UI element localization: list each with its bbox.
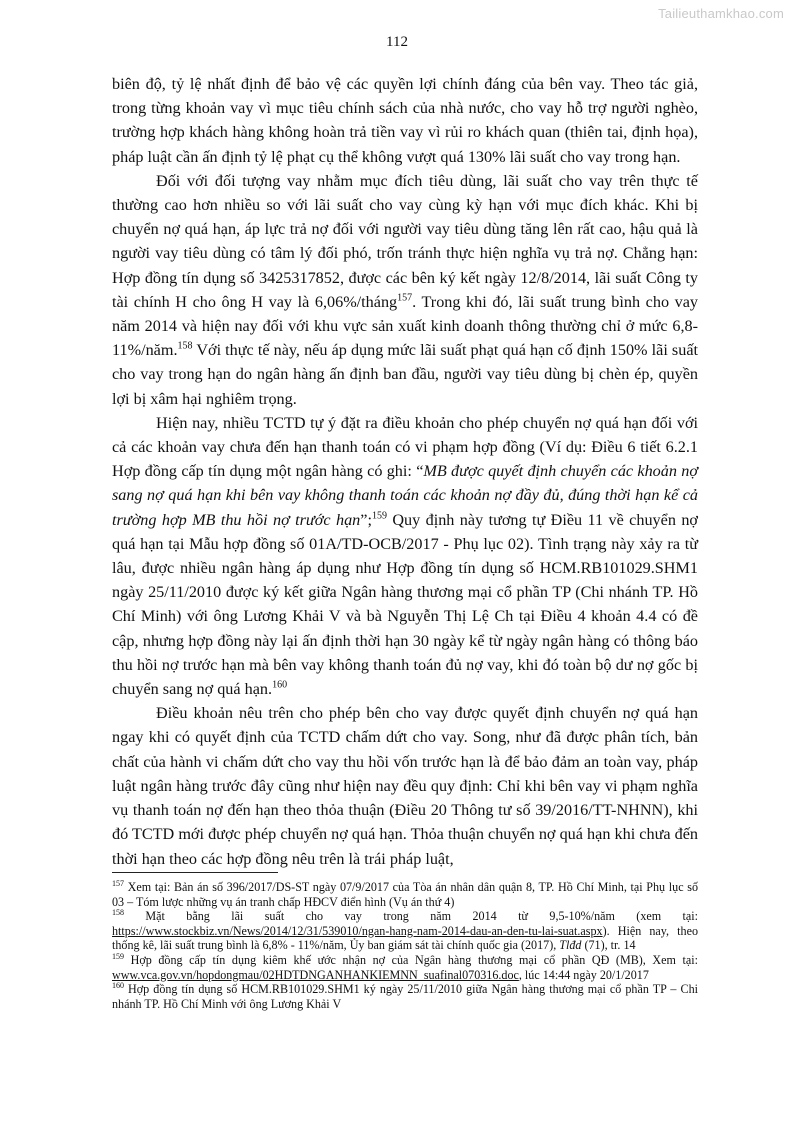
footnote-rule — [112, 872, 278, 873]
footnote — [112, 982, 698, 1011]
text-run: Hợp đồng cấp tín dụng kiêm khế ước nhận nợ của Ngân hàng thương mại cổ phần QĐ (MB), Xem tại: — [124, 952, 698, 967]
text-run: biên độ, tỷ lệ nhất định để bảo vệ các quyền lợi chính đáng của bên vay. Theo tác giả, trong từng khoản vay vì mục tiêu chính sách của nhà nước, cho vay hỗ trợ người nghèo, trường hợp khách hàng không hoàn trả tiền vay vì rủi ro khách quan (thiên tai, định họa), pháp luật cần ấn định tỷ lệ phạt cụ thể không vượt quá 130% lãi suất cho vay trong hạn. — [112, 75, 698, 166]
footnote — [112, 909, 698, 953]
url-text: www.vca.gov.vn/hopdongmau/02HDTDNGANHANKIEMNN_suafinal070316.doc — [112, 967, 519, 982]
text-run: (71), tr. 14 — [581, 938, 636, 953]
page-number: 112 — [386, 34, 408, 50]
text-run: Điều khoản nêu trên cho phép bên cho vay được quyết định chuyển nợ quá hạn ngay khi có quyết định của TCTD chấm dứt cho vay. Song, như đã được phân tích, bản chất của hành vi chấm dứt cho vay thu hồi vốn trước hạn là để bảo đảm an toàn vay, pháp luật ngân hàng trước đây cũng như hiện nay đều quy định: Chỉ khi bên vay vi phạm nghĩa vụ thanh toán nợ đến hạn theo thỏa thuận (Điều 20 Thông tư số 39/2016/TT-NHNN), khi đó TCTD mới được phép chuyển nợ quá hạn. Thỏa thuận chuyển nợ quá hạn khi chưa đến thời hạn theo các hợp đồng nêu trên là trái pháp luật, — [112, 704, 698, 868]
footnote-ref: 158 — [112, 908, 124, 918]
text-run: Với thực tế này, nếu áp dụng mức lãi suất phạt quá hạn cố định 150% lãi suất cho vay trong hạn do ngân hàng ấn định ban đầu, người vay tiêu dùng bị chèn ép, quyền lợi bị xâm hại nghiêm trọng. — [112, 341, 698, 408]
text-run: ). Hiện nay, theo thống kê, lãi suất trung bình là 6,8% - 11%/năm, Ủy ban giám sát tài chính quốc gia (2017), — [112, 923, 698, 953]
body-text — [112, 72, 698, 871]
url-text: https://www.stockbiz.vn/News/2014/12/31/539010/ngan-hang-nam-2014-dau-an-den-tu-lai-suat.aspx — [112, 923, 603, 938]
paragraph — [112, 701, 698, 870]
italic-text: Tlđd — [559, 938, 582, 953]
footnote — [112, 880, 698, 909]
footnote-ref: 157 — [112, 878, 124, 888]
text-run: Xem tại: Bản án số 396/2017/DS-ST ngày 07/9/2017 của Tòa án nhân dân quận 8, TP. Hồ Chí Minh, tại Phụ lục số 03 – Tóm lược những vụ án tranh chấp HĐCV điển hình (Vụ án thứ 4) — [112, 880, 698, 909]
text-run: Mặt bằng lãi suất cho vay trong năm 2014 từ 9,5-10%/năm (xem tại: — [124, 909, 698, 924]
text-run: , lúc 14:44 ngày 20/1/2017 — [518, 967, 649, 982]
footnote — [112, 953, 698, 982]
text-run: Hiện nay, nhiều TCTD tự ý đặt ra điều khoản cho phép chuyển nợ quá hạn đối với cả các khoản vay chưa đến hạn thanh toán có vi phạm hợp đồng (Ví dụ: Điều 6 tiết 6.2.1 Hợp đồng cấp tín dụng một ngân hàng có ghi: “ — [112, 413, 698, 481]
footnote-ref: 159 — [371, 510, 387, 522]
footnote-ref: 158 — [177, 340, 193, 352]
footnotes — [112, 880, 698, 1011]
text-run: Hợp đồng tín dụng số HCM.RB101029.SHM1 ký ngày 25/11/2010 giữa Ngân hàng thương mại cổ phần TP – Chi nhánh TP. Hồ Chí Minh với ông Lương Khải V — [112, 982, 698, 1011]
paragraph — [112, 169, 698, 411]
italic-text: MB được quyết định chuyển các khoản nợ sang nợ quá hạn khi bên vay không thanh toán các khoản nợ đầy đủ, đúng thời hạn kể cả trường hợp MB thu hồi nợ trước hạn — [112, 462, 698, 529]
text-run: . Trong khi đó, lãi suất trung bình cho vay năm 2014 và hiện nay đối với khu vực sản xuất kinh doanh thông thường chỉ ở mức 6,8-11%/năm. — [112, 292, 698, 360]
text-run: Quy định này tương tự Điều 11 về chuyển nợ quá hạn tại Mẫu hợp đồng số 01A/TD-OCB/2017 - Phụ lục 02). Tình trạng này xảy ra từ lâu, được nhiều ngân hàng áp dụng như Hợp đồng tín dụng số HCM.RB101029.SHM1 ngày 25/11/2010 được ký kết giữa Ngân hàng thương mại cổ phần TP (Chi nhánh TP. Hồ Chí Minh) với ông Lương Khải V và bà Nguyễn Thị Lệ Ch tại Điều 4 khoản 4.4 có đề cập, nhưng hợp đồng này lại ấn định thời hạn 30 ngày kể từ ngày ngân hàng có thông báo thu hồi nợ trước hạn mà bên vay không thanh toán đủ nợ vay, khi đó toàn bộ dư nợ gốc bị chuyển sang nợ quá hạn. — [112, 510, 698, 699]
footnote-ref: 159 — [112, 951, 124, 961]
footnote-ref: 160 — [112, 981, 124, 991]
text-run: Đối với đối tượng vay nhằm mục đích tiêu dùng, lãi suất cho vay trên thực tế thường cao hơn nhiều so với lãi suất cho vay cùng kỳ hạn với mục đích khác. Khi bị chuyển nợ quá hạn, áp lực trả nợ đối với người vay tiêu dùng tăng lên rất cao, hậu quả là người vay tiêu dùng có tâm lý đối phó, trốn tránh thực hiện nghĩa vụ trả nợ. Chẳng hạn: Hợp đồng tín dụng số 3425317852, được các bên ký kết ngày 12/8/2014, lãi suất Công ty tài chính H cho ông H vay là 6,06%/tháng — [112, 171, 698, 311]
paragraph — [112, 411, 698, 701]
footnote-ref: 157 — [397, 292, 413, 304]
watermark: Tailieuthamkhao.com — [658, 6, 784, 21]
footnote-ref: 160 — [272, 679, 288, 691]
paragraph — [112, 72, 698, 169]
text-run: ”; — [360, 510, 372, 529]
